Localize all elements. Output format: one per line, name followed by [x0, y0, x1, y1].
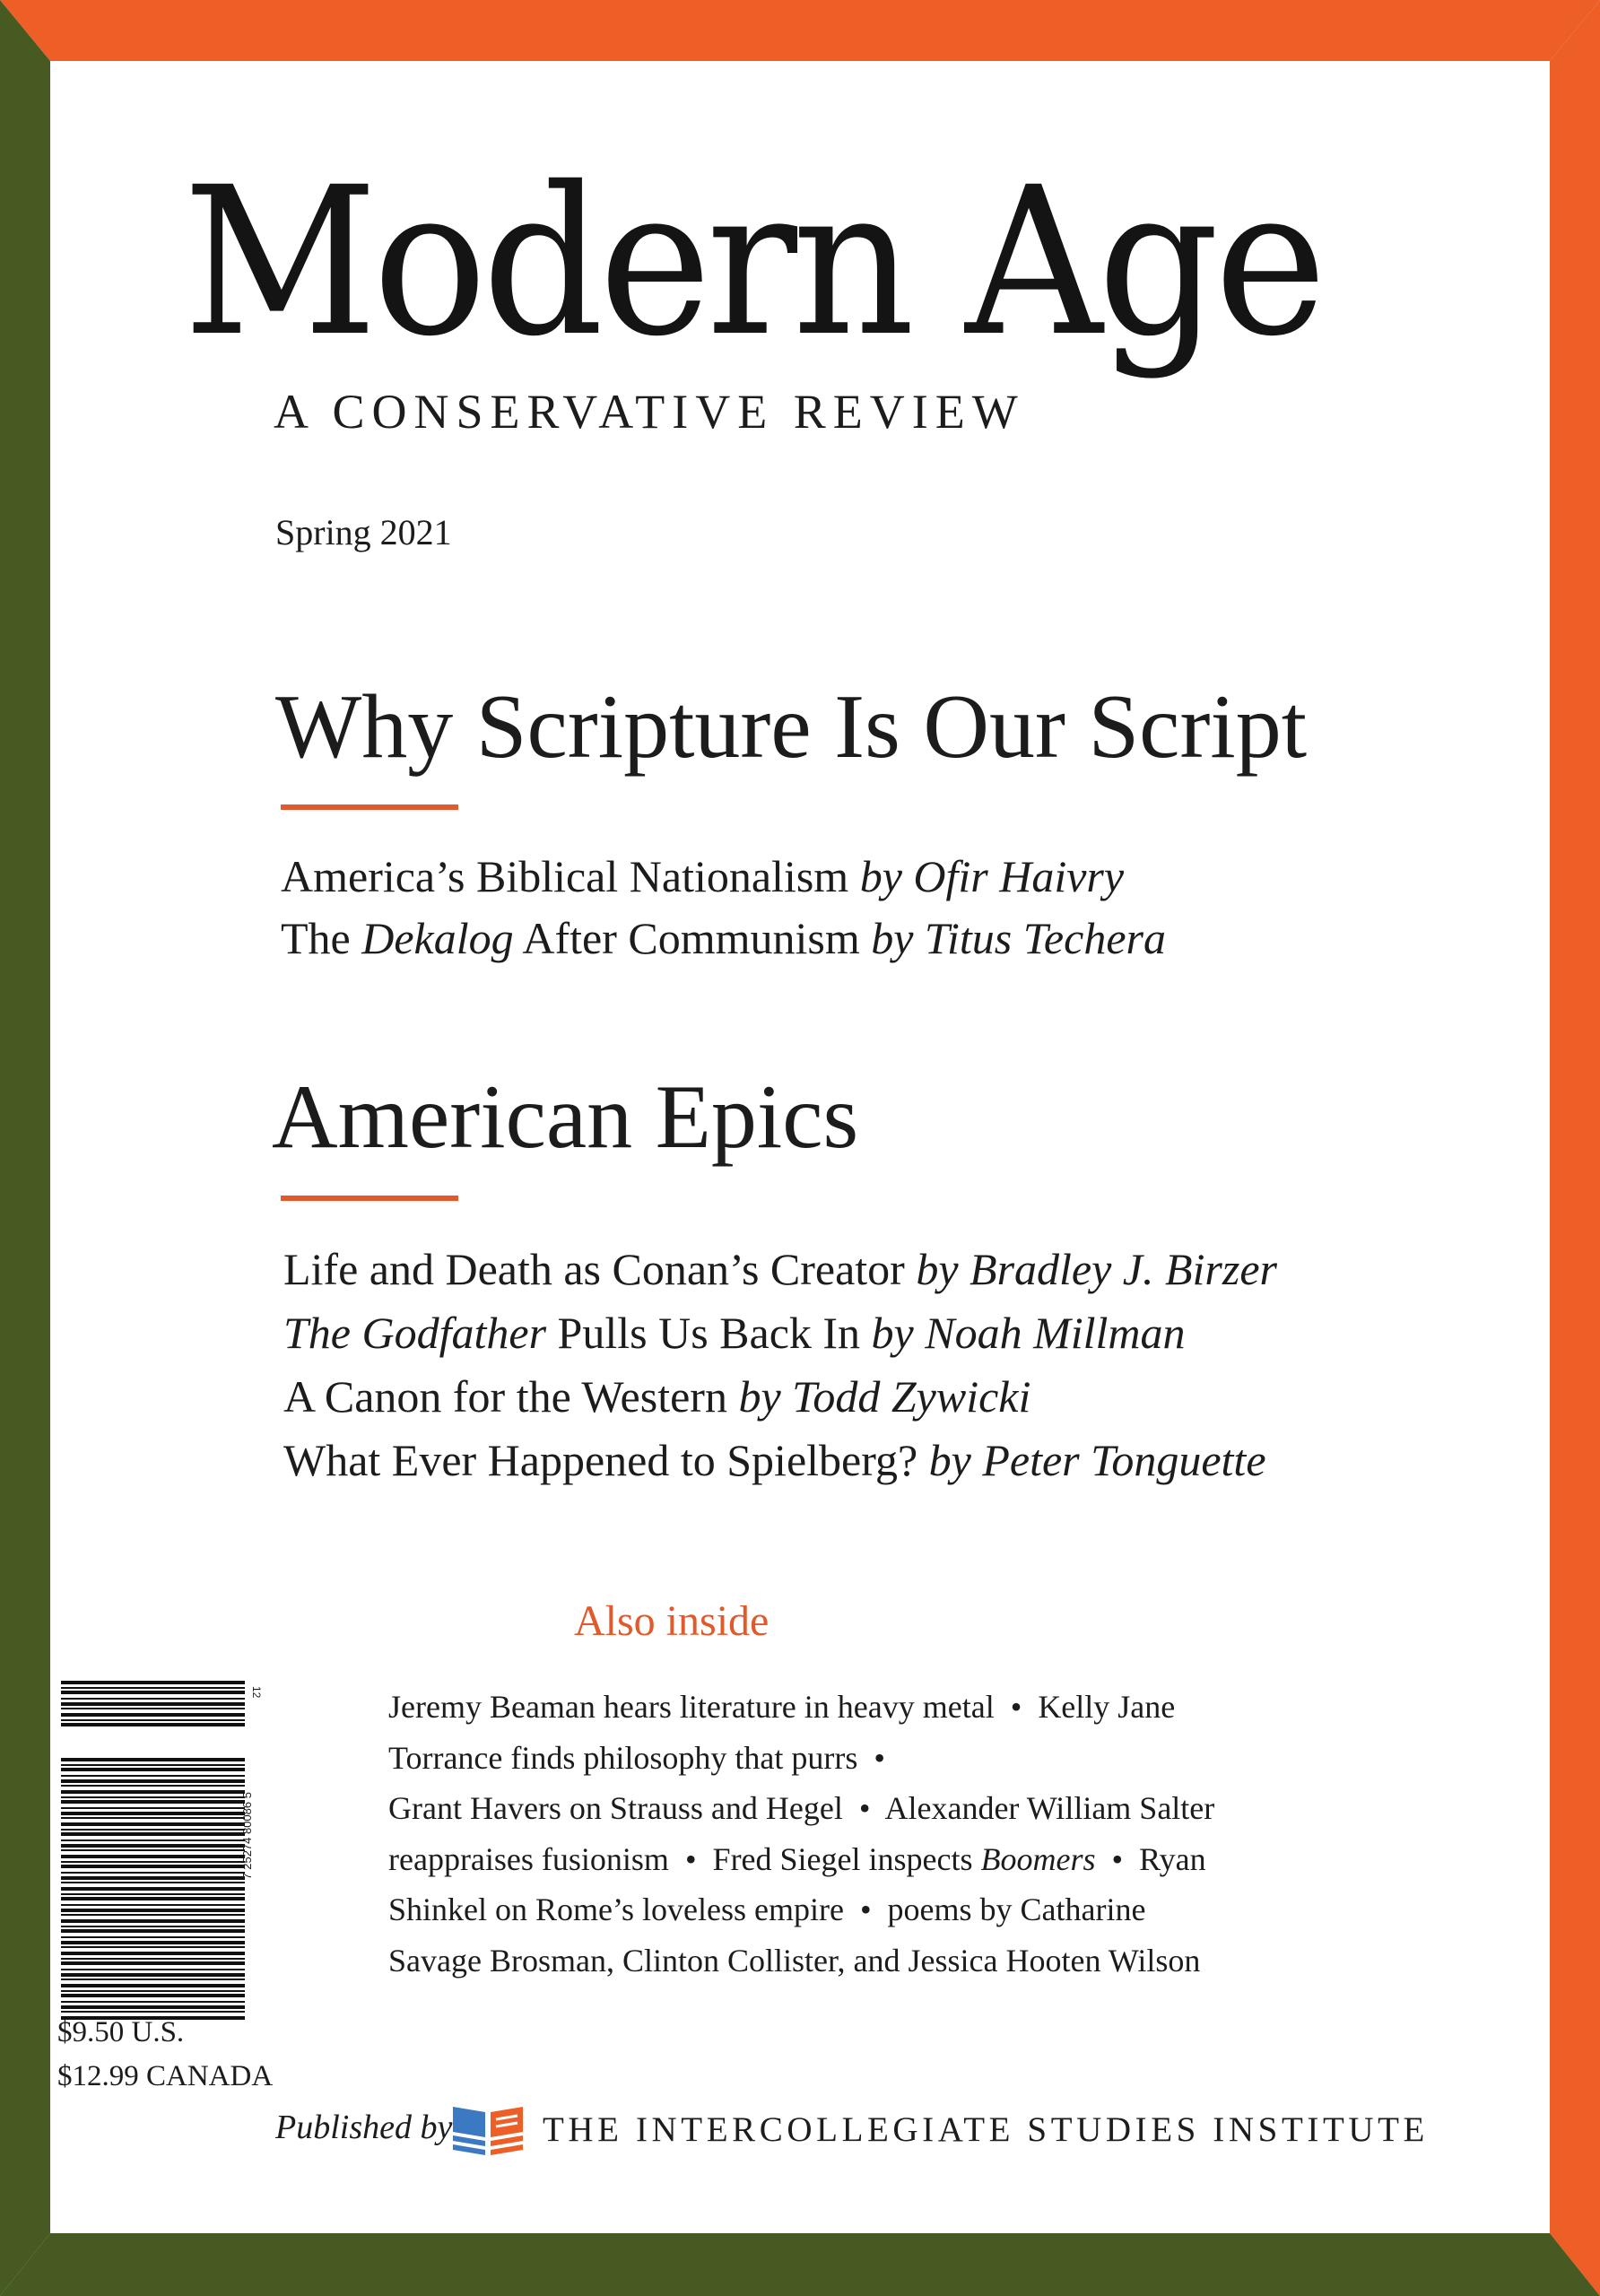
barcode-main [61, 1758, 245, 2020]
article-line [283, 1308, 1186, 1358]
also-inside-label: Also inside [574, 1597, 770, 1645]
barcode-bar [61, 1929, 245, 1933]
bullet-separator: • [859, 1892, 872, 1927]
isi-book-icon [451, 2101, 525, 2157]
barcode-bar [61, 1775, 245, 1777]
article-line [283, 1435, 1266, 1485]
barcode-bar [61, 1817, 245, 1819]
bottom-border [0, 2233, 1600, 2296]
barcode-bar [61, 1936, 245, 1938]
article-author: by Titus Techera [871, 913, 1166, 963]
top-border [0, 0, 1600, 61]
also-inside-item-italic: Boomers [980, 1840, 1096, 1877]
article-line [281, 913, 1166, 963]
barcode-bar [61, 1800, 245, 1804]
barcode-bar [61, 1702, 245, 1706]
barcode-bar [61, 1832, 245, 1836]
barcode-bar [61, 1882, 245, 1883]
also-inside-list [388, 1682, 1231, 1986]
publisher-name: THE INTERCOLLEGIATE STUDIES INSTITUTE [543, 2110, 1429, 2149]
barcode-bar [61, 1844, 245, 1848]
barcode-bar [61, 1687, 245, 1689]
barcode-bar [61, 1897, 245, 1900]
barcode-bar [61, 1919, 245, 1923]
also-inside-item: poems by Catharine Savage Brosman, Clinton Collister, and Jessica Hooten Wilson [388, 1892, 1201, 1979]
also-inside-item: Ryan Shinkel on Rome’s loveless empire [388, 1840, 1206, 1927]
also-inside-item: Grant Havers on Strauss and Hegel [388, 1790, 843, 1826]
barcode-lower-digits: 7 25274 80086 5 [240, 1792, 254, 1880]
barcode-bar [61, 1723, 245, 1726]
published-by-label: Published by [275, 2109, 453, 2146]
barcode-bar [61, 1994, 245, 1997]
article-author: by Ofir Haivry [859, 851, 1125, 901]
magazine-subtitle: A CONSERVATIVE REVIEW [274, 385, 1025, 439]
issue-date: Spring 2021 [275, 512, 452, 552]
magazine-title: Modern Age [183, 143, 1322, 381]
article-title-italic: Dekalog [361, 913, 514, 963]
barcode-bar [61, 1768, 245, 1771]
price-canada: $12.99 CANADA [57, 2060, 274, 2092]
article-title-rest: After Communism [513, 913, 860, 963]
barcode-bar [61, 1861, 245, 1863]
section-title: Why Scripture Is Our Script [275, 676, 1308, 778]
barcode-bar [61, 1708, 245, 1709]
left-border [0, 0, 50, 2296]
barcode-bar [61, 1785, 245, 1787]
barcode-bar [61, 1822, 245, 1826]
barcode-supplement [61, 1681, 245, 1726]
article-line [281, 851, 1125, 901]
barcode-bar [61, 1876, 245, 1880]
also-inside-item [713, 1841, 1096, 1877]
barcode-bar [61, 1946, 245, 1948]
also-inside-item: Alexander William Salter reappraises fusionism [388, 1790, 1215, 1877]
barcode-bar [61, 1973, 245, 1977]
barcode-bar [61, 1719, 245, 1721]
barcode-upper-digits: 12 [250, 1686, 263, 1699]
article-author: by Noah Millman [871, 1308, 1186, 1358]
barcode-bar [61, 1990, 245, 1992]
article-title-lead: The [281, 913, 362, 963]
barcode-bar [61, 1958, 245, 1960]
article-title-rest: Pulls Us Back In [546, 1308, 861, 1358]
barcode-bar [61, 1969, 245, 1970]
bullet-separator: • [1111, 1840, 1124, 1877]
also-inside-item-lead: Fred Siegel inspects [712, 1840, 981, 1877]
barcode-bar [61, 1691, 245, 1694]
barcode-bar [61, 2005, 245, 2009]
section-divider [281, 1196, 458, 1201]
article-author: by Todd Zywicki [738, 1371, 1031, 1422]
barcode-bar [61, 1926, 245, 1927]
article-title: What Ever Happened to Spielberg? [283, 1435, 918, 1485]
barcode-bar [61, 2011, 245, 2013]
barcode-bar [61, 1764, 245, 1766]
article-title: Life and Death as Conan’s Creator [283, 1244, 905, 1294]
article-title: A Canon for the Western [283, 1371, 727, 1422]
barcode-bar [61, 1849, 245, 1851]
barcode-bar [61, 1941, 245, 1944]
also-inside-item: Jeremy Beaman hears literature in heavy metal [388, 1689, 995, 1725]
barcode-bar [61, 1961, 245, 1965]
barcode-bar [61, 1979, 245, 1980]
barcode-bar [61, 1887, 245, 1891]
barcode-bar [61, 1914, 245, 1916]
barcode-bar [61, 1984, 245, 1987]
barcode-bar [61, 1893, 245, 1895]
barcode-bar [61, 1952, 245, 1955]
article-line [283, 1244, 1277, 1294]
barcode-bar [61, 1872, 245, 1874]
bullet-separator: • [858, 1790, 871, 1826]
barcode-bar [61, 1790, 245, 1794]
barcode-bar [61, 1829, 245, 1831]
price-us: $9.50 U.S. [57, 2016, 185, 2048]
barcode-bar [61, 1681, 245, 1684]
article-title-italic: The Godfather [283, 1308, 547, 1358]
bullet-separator: • [874, 1739, 885, 1776]
barcode-bar [61, 1909, 245, 1912]
barcode-bar [61, 1904, 245, 1906]
article-author: by Peter Tonguette [928, 1435, 1266, 1485]
barcode [61, 1677, 263, 2022]
article-line [283, 1371, 1031, 1422]
also-inside-item: Kelly Jane Torrance finds philosophy that purrs [388, 1689, 1176, 1776]
section-divider [281, 804, 458, 810]
section-title: American Epics [272, 1066, 859, 1168]
barcode-bar [61, 1812, 245, 1815]
barcode-bar [61, 1698, 245, 1700]
barcode-bar [61, 1855, 245, 1858]
barcode-bar [61, 1758, 245, 1761]
barcode-bar [61, 2001, 245, 2003]
barcode-bar [61, 1807, 245, 1809]
barcode-bar [61, 1713, 245, 1717]
article-author: by Bradley J. Birzer [916, 1244, 1277, 1294]
barcode-bar [61, 1796, 245, 1798]
barcode-bar [61, 1779, 245, 1783]
article-title: America’s Biblical Nationalism [281, 851, 849, 901]
bullet-separator: • [1010, 1689, 1022, 1725]
bullet-separator: • [684, 1840, 697, 1877]
barcode-bar [61, 1839, 245, 1841]
right-border [1550, 0, 1600, 2296]
barcode-bar [61, 1865, 245, 1868]
